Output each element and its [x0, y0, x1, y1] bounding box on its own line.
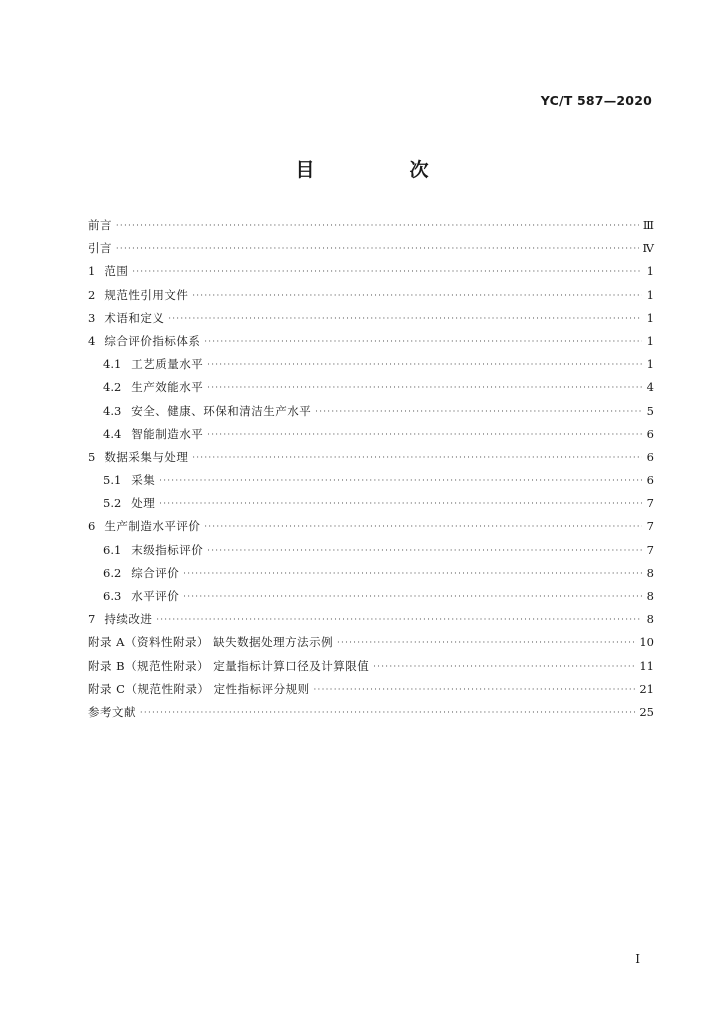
- toc-leader-dots: [314, 678, 636, 701]
- toc-entry-page: 11: [639, 658, 654, 673]
- toc-entry-page: 21: [639, 681, 654, 696]
- toc-entry-number: 5: [88, 449, 96, 464]
- standard-code: YC/T 587—2020: [540, 93, 652, 108]
- toc-entry-page: 1: [646, 357, 654, 372]
- toc-leader-dots: [207, 376, 642, 399]
- toc-entry[interactable]: [88, 562, 654, 585]
- toc-entry-page: 1: [646, 264, 654, 279]
- toc-leader-dots: [183, 562, 642, 585]
- toc-entry-label: 持续改进: [104, 612, 153, 627]
- toc-leader-dots: [116, 214, 639, 237]
- toc-entry-number: 2: [88, 287, 96, 302]
- toc-entry-label: 处理: [131, 496, 156, 511]
- toc-entry-number: 6: [88, 519, 96, 534]
- toc-entry[interactable]: [88, 330, 654, 353]
- toc-leader-dots: [140, 701, 635, 724]
- toc-entry-number: 4.2: [103, 380, 122, 395]
- toc-entry-label: 生产制造水平评价: [104, 519, 201, 534]
- toc-entry-number: 1: [88, 264, 96, 279]
- toc-entry-label: 工艺质量水平: [131, 357, 204, 372]
- toc-entry-label: 规范性引用文件: [104, 287, 189, 302]
- toc-entry-page: 25: [639, 704, 654, 719]
- toc-entry-label: 术语和定义: [104, 310, 165, 325]
- toc-leader-dots: [204, 330, 642, 353]
- toc-entry-page: 7: [646, 496, 654, 511]
- toc-entry-number: 4.4: [103, 426, 122, 441]
- toc-entry-number: 4: [88, 333, 96, 348]
- toc-entry-page: 1: [646, 287, 654, 302]
- toc-entry-number: 5.1: [103, 473, 122, 488]
- toc-entry-page: Ⅲ: [642, 218, 654, 232]
- toc-entry-number: 6.1: [103, 542, 122, 557]
- toc-entry-number: 7: [88, 612, 96, 627]
- toc-entry-page: 1: [646, 333, 654, 348]
- toc-leader-dots: [168, 307, 642, 330]
- toc-leader-dots: [373, 655, 635, 678]
- toc-entry-page: 7: [646, 519, 654, 534]
- toc-entry[interactable]: [88, 701, 654, 724]
- toc-entry-page: 8: [646, 565, 654, 580]
- toc-leader-dots: [116, 237, 639, 260]
- toc-entry[interactable]: [88, 400, 654, 423]
- toc-entry-page: 6: [646, 449, 654, 464]
- toc-entry-page: 8: [646, 612, 654, 627]
- toc-entry[interactable]: [88, 423, 654, 446]
- toc-entry-label: 生产效能水平: [131, 380, 204, 395]
- toc-entry-label: 智能制造水平: [131, 426, 204, 441]
- toc-leader-dots: [183, 585, 642, 608]
- toc-entry[interactable]: [88, 539, 654, 562]
- toc-entry-label: 参考文献: [88, 704, 136, 719]
- toc-leader-dots: [337, 631, 635, 654]
- toc-entry[interactable]: [88, 678, 654, 701]
- toc-entry-number: 4.3: [103, 403, 122, 418]
- toc-entry-page: 6: [646, 426, 654, 441]
- toc-leader-dots: [315, 400, 642, 423]
- toc-entry[interactable]: [88, 515, 654, 538]
- toc-entry[interactable]: [88, 608, 654, 631]
- toc-leader-dots: [159, 469, 642, 492]
- toc-entry-label: 水平评价: [131, 589, 180, 603]
- toc-entry-page: 4: [646, 380, 654, 395]
- toc-entry-page: 6: [646, 473, 654, 488]
- table-of-contents: [88, 214, 654, 724]
- page-title: 目 次: [295, 159, 467, 181]
- toc-entry[interactable]: [88, 492, 654, 515]
- toc-entry-label: 附录 A（资料性附录） 缺失数据处理方法示例: [88, 635, 334, 650]
- toc-leader-dots: [192, 284, 642, 307]
- toc-entry[interactable]: [88, 237, 654, 260]
- toc-entry-label: 前言: [88, 218, 112, 232]
- toc-leader-dots: [132, 260, 642, 283]
- toc-entry-label: 引言: [88, 241, 112, 256]
- toc-leader-dots: [204, 515, 642, 538]
- toc-entry-label: 范围: [104, 264, 129, 279]
- toc-entry-page: 10: [639, 635, 654, 650]
- toc-entry[interactable]: [88, 655, 654, 678]
- toc-entry-number: 6.3: [103, 589, 122, 603]
- toc-entry[interactable]: [88, 353, 654, 376]
- toc-entry[interactable]: [88, 469, 654, 492]
- toc-entry-number: 4.1: [103, 357, 122, 372]
- toc-leader-dots: [207, 423, 642, 446]
- toc-entry[interactable]: [88, 585, 654, 608]
- toc-entry[interactable]: [88, 307, 654, 330]
- toc-entry-page: 5: [646, 403, 654, 418]
- toc-entry-label: 综合评价指标体系: [104, 333, 201, 348]
- toc-entry[interactable]: [88, 260, 654, 283]
- toc-entry-label: 附录 C（规范性附录） 定性指标评分规则: [88, 681, 310, 696]
- toc-entry[interactable]: [88, 214, 654, 237]
- toc-leader-dots: [159, 492, 642, 515]
- toc-entry-label: 数据采集与处理: [104, 449, 189, 464]
- toc-entry[interactable]: [88, 284, 654, 307]
- toc-entry-label: 采集: [131, 473, 156, 488]
- toc-entry-page: Ⅳ: [642, 241, 654, 256]
- toc-leader-dots: [192, 446, 642, 469]
- toc-entry-label: 附录 B（规范性附录） 定量指标计算口径及计算限值: [88, 658, 370, 673]
- page-number: I: [635, 952, 640, 966]
- toc-leader-dots: [207, 539, 642, 562]
- toc-leader-dots: [207, 353, 642, 376]
- toc-entry-label: 末级指标评价: [131, 542, 204, 557]
- toc-entry[interactable]: [88, 376, 654, 399]
- toc-entry-page: 7: [646, 542, 654, 557]
- toc-leader-dots: [156, 608, 642, 631]
- toc-entry-label: 综合评价: [131, 565, 180, 580]
- toc-entry-label: 安全、健康、环保和清洁生产水平: [131, 403, 312, 418]
- toc-entry-page: 1: [646, 310, 654, 325]
- toc-entry[interactable]: [88, 446, 654, 469]
- toc-entry-page: 8: [646, 589, 654, 603]
- toc-entry-number: 3: [88, 310, 96, 325]
- toc-entry-number: 6.2: [103, 565, 122, 580]
- toc-entry-number: 5.2: [103, 496, 122, 511]
- toc-entry[interactable]: [88, 631, 654, 654]
